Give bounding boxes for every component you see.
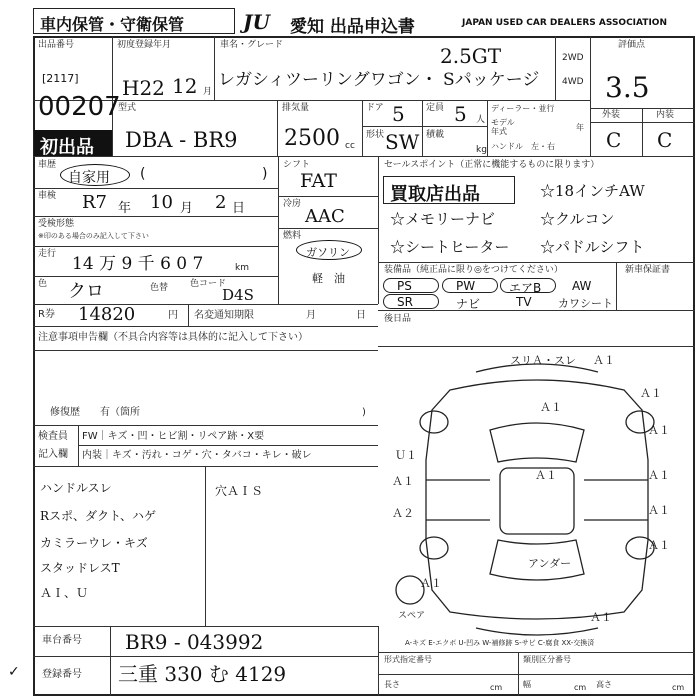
divider	[33, 156, 695, 157]
inspector-label-2: 記入欄	[38, 449, 68, 460]
wheel-rear-left	[420, 537, 448, 559]
divider	[378, 652, 695, 653]
repair-label: 修復歴 有（箇所	[50, 407, 140, 418]
divider	[33, 656, 378, 657]
vehicle-name-label: 車名・グレード	[220, 40, 284, 50]
diagram-mark-15: Ａ１	[590, 611, 612, 624]
storage-label: 車内保管・守衛保管	[40, 15, 185, 34]
handle-row: ハンドル 左・右	[491, 142, 555, 151]
chassis-value: BR9 - 043992	[125, 630, 264, 654]
selling-point-1: ☆18インチAW	[540, 182, 645, 200]
recycle-value: 14820	[78, 304, 136, 325]
selling-point-5: ☆パドルシフト	[540, 238, 645, 256]
divider	[278, 196, 378, 197]
divider	[277, 100, 278, 156]
car-windshield	[490, 423, 584, 462]
use-label: 車歴	[38, 160, 57, 170]
handwritten-note-5: ＡＩ、Ｕ	[40, 586, 89, 600]
use-paren-close: )	[262, 166, 268, 182]
registration-month-unit: 月	[203, 87, 213, 97]
equip-ps-label: PS	[397, 279, 412, 293]
length-unit: cm	[490, 683, 503, 692]
diagram-mark-11: Ａ１	[648, 504, 670, 517]
wheel-front-left	[420, 411, 448, 433]
divider	[33, 326, 378, 327]
org-english: JAPAN USED CAR DEALERS ASSOCIATION	[462, 18, 667, 28]
recycle-label: R券	[38, 309, 55, 320]
diagram-mark-4: Ａ１	[640, 387, 662, 400]
displacement-label: 排気量	[282, 103, 310, 113]
doors-label: ドア	[366, 103, 384, 113]
divider	[378, 262, 695, 263]
year-label: 年式	[491, 127, 507, 136]
drive-4wd: 4WD	[562, 77, 584, 87]
diagram-mark-6: Ｕ１	[395, 449, 417, 462]
category-number-label: 類別区分番号	[523, 655, 571, 664]
inspection-day-unit: 日	[232, 201, 246, 216]
car-body-outline	[426, 380, 648, 619]
inspector-interior-row: 内装｜キズ・汚れ・コゲ・穴・タバコ・キレ・破レ	[82, 450, 312, 461]
equip-navi-label: ナビ	[456, 297, 481, 311]
inspector-fw-row: FW｜キズ・凹・ヒビ割・リペア跡・X要	[82, 431, 265, 442]
divider	[616, 262, 617, 310]
inspector-label-1: 検査員	[38, 431, 68, 442]
divider	[362, 100, 363, 156]
new-warranty-label: 新車保証書	[625, 265, 671, 275]
divider	[378, 346, 695, 347]
registration-label: 初度登録年月	[117, 40, 172, 50]
diagram-mark-8: Ａ１	[535, 469, 557, 482]
shape-value: SW	[385, 130, 420, 154]
fuel-gasoline: ガソリン	[306, 246, 350, 259]
plate-label: 登録番号	[42, 669, 82, 680]
selling-point-2: ☆メモリーナビ	[390, 210, 496, 228]
width-unit: cm	[574, 683, 587, 692]
width-label: 幅	[523, 680, 531, 689]
dealer-row: ディーラー・並行	[491, 104, 555, 113]
afterfit-label: 後日品	[384, 314, 412, 324]
equip-aw-label: AW	[572, 279, 592, 293]
divider	[378, 156, 379, 304]
selling-main: 買取店出品	[390, 184, 480, 205]
diagram-mark-9: Ａ２	[392, 507, 414, 520]
selling-point-3: ☆クルコン	[540, 210, 615, 228]
diagram-mark-3: Ａ１	[540, 401, 562, 414]
divider	[110, 626, 111, 696]
inspection-month: 10	[150, 192, 173, 213]
capacity-unit: 人	[476, 115, 486, 125]
diagram-mark-1: スリＡ・スレ	[510, 354, 576, 367]
rating-interior: C	[657, 128, 673, 152]
divider	[33, 425, 378, 426]
plate-check: ✓	[8, 664, 20, 680]
divider	[278, 228, 378, 229]
year-unit: 年	[576, 123, 584, 132]
divider	[487, 100, 488, 156]
inspection-era: R7	[82, 192, 108, 213]
notice-day-unit: 日	[356, 310, 366, 321]
fuel-label: 燃料	[283, 231, 302, 241]
handwritten-note-2: Rスポ、ダクト、ハゲ	[40, 509, 156, 523]
divider	[33, 246, 278, 247]
equipment-label: 装備品（純正品に限り◎をつけてください）	[384, 265, 563, 275]
inspection-day: 2	[215, 192, 227, 213]
registration-era: H22	[122, 76, 165, 100]
diagram-mark-14: Ａ１	[420, 577, 442, 590]
use-value: 自家用	[68, 170, 110, 186]
height-label: 高さ	[596, 680, 612, 689]
color-change-label: 色替	[150, 283, 169, 293]
aircon-label: 冷房	[283, 199, 302, 209]
inspection-form-note: ※印のある場合のみ記入して下さい	[38, 232, 149, 240]
vehicle-grade: 2.5GT	[440, 44, 502, 68]
divider	[33, 626, 378, 627]
divider	[188, 304, 189, 326]
divider	[590, 122, 695, 123]
divider	[33, 188, 278, 189]
handwritten-note-4: スタッドレスT	[40, 561, 120, 575]
divider	[555, 36, 556, 100]
equip-tv-label: TV	[516, 295, 532, 309]
diagram-mark-5: Ａ１	[648, 424, 670, 437]
equip-airbag-label: エアB	[509, 281, 542, 295]
divider	[78, 445, 378, 446]
repair-close: )	[362, 407, 366, 418]
divider	[33, 350, 378, 351]
rating-exterior: C	[606, 128, 622, 152]
drive-2wd: 2WD	[562, 53, 584, 63]
displacement-unit: cc	[345, 141, 355, 151]
misc-note: 穴ＡＩＳ	[215, 484, 264, 498]
color-value: クロ	[68, 281, 104, 302]
doors-value: 5	[392, 102, 405, 126]
divider	[214, 36, 215, 100]
lot-sub-code: [2117]	[42, 72, 79, 85]
selling-points-label: セールスポイント（正常に機能するものに限ります）	[384, 160, 600, 170]
diagram-mark-2: Ａ１	[593, 354, 615, 367]
divider	[378, 674, 695, 675]
notes-label: 注意事項申告欄（不具合内容等は具体的に記入して下さい）	[38, 332, 308, 343]
rating-label: 評価点	[618, 40, 646, 50]
vehicle-name: レガシィツーリングワゴン・ Sパッケージ	[218, 70, 540, 90]
inspection-month-unit: 月	[180, 201, 194, 216]
first-listing-label: 初出品	[40, 137, 94, 158]
divider	[642, 108, 643, 156]
model-year-label: モデル	[491, 118, 515, 127]
damage-legend: A-キズ E-エクボ U-凹み W-補修跡 S-サビ C-腐食 XX-交換済	[405, 639, 595, 647]
load-unit: kg	[476, 145, 487, 155]
color-code-value: D4S	[222, 286, 254, 304]
load-label: 積載	[426, 130, 445, 140]
chassis-label: 車台番号	[42, 635, 82, 646]
diagram-mark-13: アンダー	[528, 557, 572, 570]
spare-label: スペア	[398, 611, 426, 621]
divider	[378, 310, 695, 311]
inspection-year-unit: 年	[118, 201, 132, 216]
model-designation-label: 形式指定番号	[384, 655, 432, 664]
selling-point-4: ☆シートヒーター	[390, 238, 510, 256]
registration-month: 12	[172, 74, 198, 98]
divider	[378, 626, 379, 696]
use-paren-open: (	[140, 166, 146, 182]
equip-pw-label: PW	[456, 279, 476, 293]
lot-number: 00207	[38, 92, 121, 122]
divider	[362, 126, 487, 127]
mileage-value: 14 万 9 千 6 0 7	[72, 254, 204, 274]
capacity-value: 5	[454, 102, 467, 126]
fuel-diesel: 軽 油	[312, 272, 345, 285]
mileage-unit: km	[235, 263, 249, 273]
notice-label: 名変通知期限	[194, 310, 254, 321]
divider	[33, 216, 278, 217]
length-label: 長さ	[384, 680, 400, 689]
model-value: DBA - BR9	[125, 128, 238, 152]
capacity-label: 定員	[426, 103, 445, 113]
recycle-unit: 円	[168, 310, 178, 321]
color-label: 色	[38, 279, 48, 289]
mileage-label: 走行	[38, 249, 57, 259]
rear-bumper	[476, 628, 598, 635]
handwritten-note-3: カミラーウレ・キズ	[40, 536, 148, 550]
lot-label: 出品番号	[38, 40, 75, 50]
divider	[33, 276, 278, 277]
rating-score: 3.5	[605, 71, 650, 104]
inspection-form-label: 受検形態	[38, 219, 75, 229]
rating-exterior-label: 外装	[602, 110, 621, 120]
divider	[422, 100, 423, 156]
shift-value: FAT	[300, 170, 337, 192]
divider	[205, 466, 206, 626]
displacement-value: 2500	[284, 126, 340, 151]
model-label: 型式	[118, 103, 137, 113]
brand-logo: JU	[243, 10, 270, 34]
rating-interior-label: 内装	[656, 110, 675, 120]
equip-sr-label: SR	[397, 295, 413, 309]
aircon-value: AAC	[305, 206, 345, 227]
shape-label: 形状	[366, 130, 385, 140]
org-title: 愛知 出品申込書	[290, 17, 415, 37]
diagram-mark-7: Ａ１	[392, 475, 414, 488]
diagram-mark-12: Ａ１	[648, 539, 670, 552]
height-unit: cm	[672, 683, 685, 692]
notice-month-unit: 月	[306, 310, 316, 321]
inspection-label: 車検	[38, 191, 57, 201]
diagram-mark-10: Ａ１	[648, 469, 670, 482]
shift-label: シフト	[283, 160, 311, 170]
handwritten-note-1: ハンドルスレ	[40, 481, 112, 495]
plate-value: 三重 330 む 4129	[118, 662, 287, 686]
divider	[278, 156, 279, 304]
equip-leather-label: カワシート	[558, 297, 613, 310]
color-code-label: 色コード	[190, 279, 227, 289]
divider	[590, 36, 591, 156]
